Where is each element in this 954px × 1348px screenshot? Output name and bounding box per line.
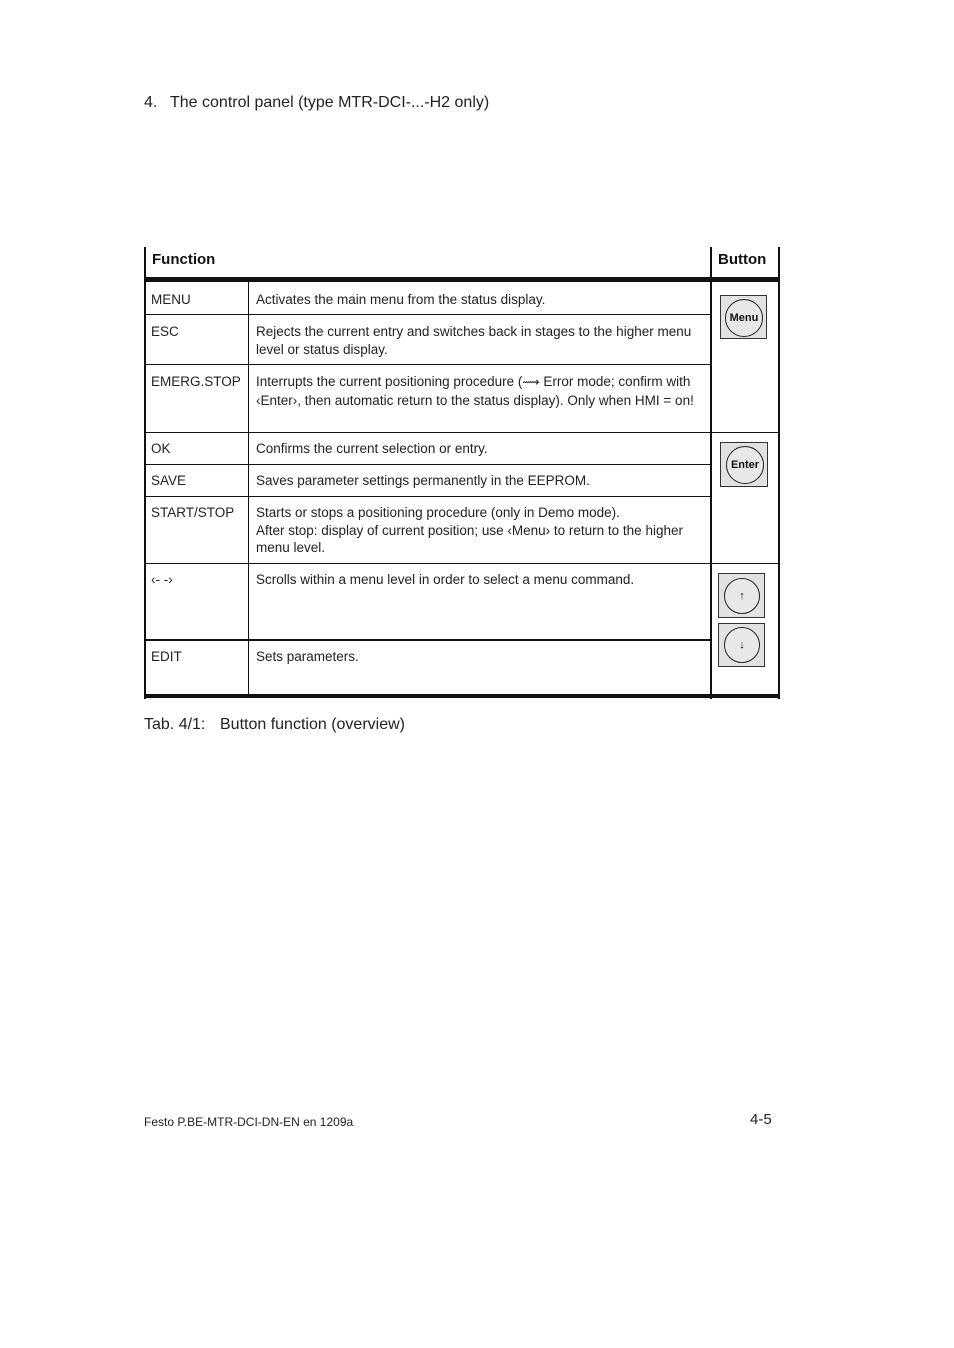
function-key-start-stop: START/STOP <box>151 505 235 520</box>
row-rule <box>144 314 710 315</box>
arrow-down-button-icon: ↓ <box>724 627 760 663</box>
row-rule <box>144 464 710 465</box>
description-emerg-stop <box>256 373 706 409</box>
header-rule <box>144 277 780 282</box>
row-rule <box>144 364 710 365</box>
enter-button-icon: Enter <box>726 446 764 484</box>
description-start-stop <box>256 504 706 557</box>
description-save: Saves parameter settings permanently in the EEPROM. <box>256 473 590 488</box>
function-key-save: SAVE <box>151 473 187 488</box>
chapter-number: 4. <box>144 94 158 111</box>
table-bottom-rule <box>144 694 780 698</box>
table-caption <box>144 716 405 734</box>
row-rule <box>144 432 780 433</box>
function-key-menu: MENU <box>151 292 191 307</box>
description-menu: Activates the main menu from the status display. <box>256 292 546 307</box>
header-function: Function <box>152 251 216 268</box>
chapter-heading <box>144 94 489 112</box>
description-ok: Confirms the current selection or entry. <box>256 441 488 456</box>
description-emerg-stop-part1: Interrupts the current positioning procedure ( <box>256 374 523 389</box>
description-esc: Rejects the current entry and switches back in stages to the higher menu level or status display. <box>256 324 692 357</box>
header-button: Button <box>718 251 767 268</box>
caption-text: Button function (overview) <box>220 716 405 733</box>
menu-button-illustration <box>720 295 767 339</box>
function-key-esc: ESC <box>151 324 179 339</box>
row-rule <box>144 639 710 641</box>
arrow-up-button-icon: ↑ <box>724 578 760 614</box>
description-start-stop-line2: After stop: display of current position; use ‹Menu› to return to the higher menu level. <box>256 522 683 555</box>
footer-document-id: Festo P.BE-MTR-DCI-DN-EN en 1209a <box>144 1115 354 1129</box>
menu-button-icon: Menu <box>725 299 763 337</box>
function-key-emerg-stop: EMERG.STOP <box>151 374 241 389</box>
function-key-ok: OK <box>151 441 171 456</box>
hint-arrow-icon: ⟿ <box>522 375 540 389</box>
footer-page-number: 4-5 <box>750 1111 772 1128</box>
description-edit: Sets parameters. <box>256 649 359 664</box>
column-divider-desc <box>248 281 249 695</box>
row-rule <box>144 563 780 564</box>
function-key-edit: EDIT <box>151 649 182 664</box>
chapter-title: The control panel (type MTR-DCI-...-H2 only) <box>170 94 490 111</box>
description-start-stop-line1: Starts or stops a positioning procedure (only in Demo mode). <box>256 505 620 520</box>
arrow-down-button-illustration <box>718 623 765 667</box>
column-divider-button <box>710 247 712 699</box>
caption-label: Tab. 4/1: <box>144 716 206 733</box>
button-function-table <box>144 247 780 699</box>
enter-button-illustration <box>720 442 768 487</box>
table-border-right <box>778 247 780 699</box>
function-key-scroll: ‹- -› <box>151 572 173 587</box>
row-rule <box>144 496 710 497</box>
description-scroll: Scrolls within a menu level in order to select a menu command. <box>256 572 635 587</box>
description-emerg-stop-part2: Error mode; confirm with ‹Enter›, then automatic return to the status display). Only when HMI = on! <box>256 374 694 408</box>
arrow-up-button-illustration <box>718 573 765 618</box>
